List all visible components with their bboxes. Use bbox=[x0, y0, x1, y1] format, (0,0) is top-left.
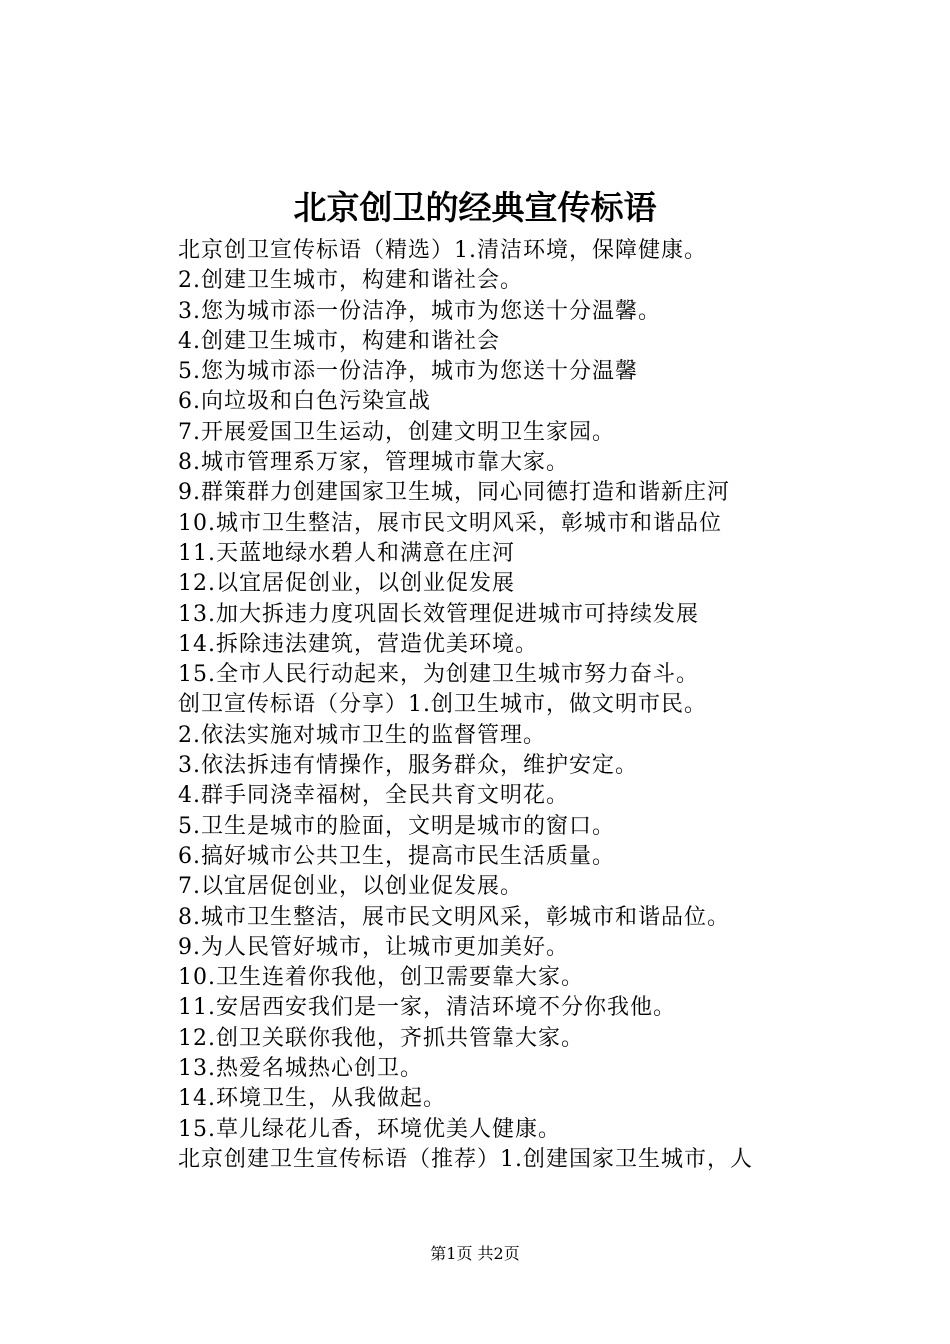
document-line: 4.群手同浇幸福树，全民共育文明花。 bbox=[178, 783, 569, 809]
document-line: 8.城市管理系万家，管理城市靠大家。 bbox=[178, 450, 569, 476]
document-line: 13.加大拆违力度巩固长效管理促进城市可持续发展 bbox=[178, 601, 699, 627]
page-title: 北京创卫的经典宣传标语 bbox=[293, 188, 657, 227]
document-line: 2.依法实施对城市卫生的监督管理。 bbox=[178, 722, 546, 748]
document-line: 5.卫生是城市的脸面，文明是城市的窗口。 bbox=[178, 813, 615, 839]
document-line: 11.天蓝地绿水碧人和满意在庄河 bbox=[178, 540, 515, 566]
document-line: 3.您为城市添一份洁净，城市为您送十分温馨。 bbox=[178, 298, 661, 324]
document-line: 6.向垃圾和白色污染宣战 bbox=[178, 389, 431, 415]
document-line: 15.草儿绿花儿香，环境优美人健康。 bbox=[178, 1116, 561, 1142]
document-line: 11.安居西安我们是一家，清洁环境不分你我他。 bbox=[178, 995, 676, 1021]
document-line: 创卫宣传标语（分享）1.创卫生城市，做文明市民。 bbox=[178, 692, 707, 718]
document-body bbox=[178, 236, 878, 1175]
document-line: 12.以宜居促创业，以创业促发展 bbox=[178, 571, 515, 597]
document-line: 6.搞好城市公共卫生，提高市民生活质量。 bbox=[178, 843, 615, 869]
page-footer: 第1页 共2页 bbox=[430, 1244, 520, 1263]
document-line: 10.卫生连着你我他，创卫需要靠大家。 bbox=[178, 965, 584, 991]
document-line: 9.为人民管好城市，让城市更加美好。 bbox=[178, 934, 569, 960]
document-line: 9.群策群力创建国家卫生城，同心同德打造和谐新庄河 bbox=[178, 480, 730, 506]
document-line: 8.城市卫生整洁，展市民文明风采，彰城市和谐品位。 bbox=[178, 904, 730, 930]
document-line: 14.环境卫生，从我做起。 bbox=[178, 1086, 446, 1112]
document-line: 2.创建卫生城市，构建和谐社会。 bbox=[178, 268, 523, 294]
document-line: 北京创建卫生宣传标语（推荐）1.创建国家卫生城市，人 bbox=[178, 1146, 753, 1172]
document-line: 10.城市卫生整洁，展市民文明风采，彰城市和谐品位 bbox=[178, 510, 722, 536]
document-line: 7.以宜居促创业，以创业促发展。 bbox=[178, 874, 523, 900]
document-line: 3.依法拆违有情操作，服务群众，维护安定。 bbox=[178, 753, 638, 779]
document-line: 14.拆除违法建筑，营造优美环境。 bbox=[178, 631, 538, 657]
document-line: 5.您为城市添一份洁净，城市为您送十分温馨 bbox=[178, 359, 638, 385]
document-line: 4.创建卫生城市，构建和谐社会 bbox=[178, 328, 500, 354]
document-line: 北京创卫宣传标语（精选）1.清洁环境，保障健康。 bbox=[178, 238, 707, 263]
document-line: 13.热爱名城热心创卫。 bbox=[178, 1056, 423, 1082]
document-line: 7.开展爱国卫生运动，创建文明卫生家园。 bbox=[178, 419, 615, 445]
document-line: 12.创卫关联你我他，齐抓共管靠大家。 bbox=[178, 1025, 584, 1051]
document-line: 15.全市人民行动起来，为创建卫生城市努力奋斗。 bbox=[178, 662, 699, 688]
